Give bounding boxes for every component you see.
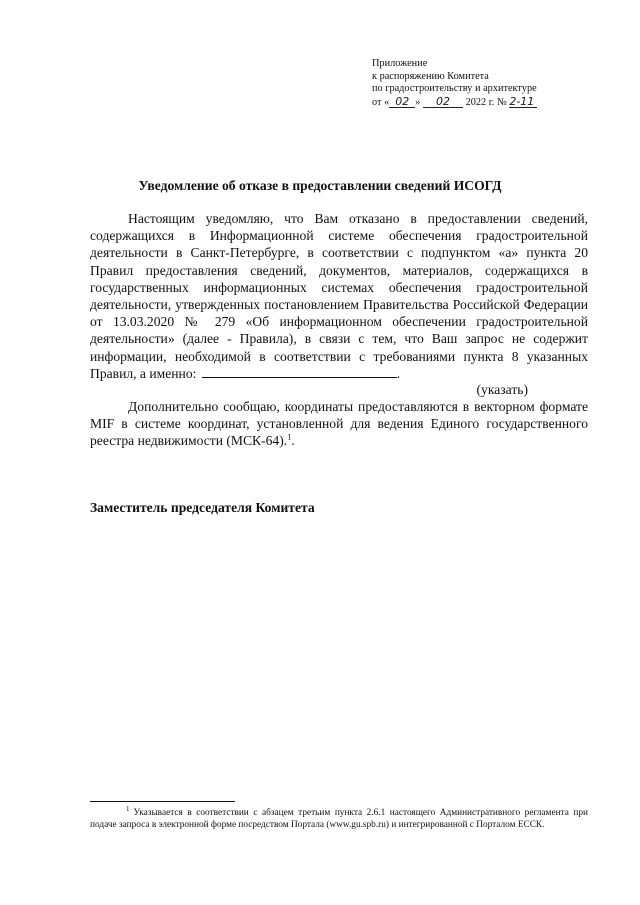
footnote-mark: 1 (126, 804, 130, 813)
fill-in-line (202, 366, 397, 378)
paragraph-coordinates (90, 398, 588, 450)
date-prefix: от « (372, 96, 390, 108)
document-title: Уведомление об отказе в предоставлении сведений ИСОГД (138, 178, 502, 193)
paragraph-refusal-text: Настоящим уведомляю, что Вам отказано в предоставлении сведений, содержащихся в Информационной системе обеспечения градостроительной деятельности в Санкт-Петербурге, в соответствии с подпунктом «а» пункта 20 Правил предоставления сведений, документов, материалов, содержащихся в государственных информационных системах обеспечения градостроительной деятельности, утвержденных постановлением Правительства Российской Федерации от 13.03.2020 № 279 «Об информационном обеспечении градостроительной деятельности» (далее - Правила), в связи с тем, что Ваш запрос не содержит информации, необходимой в соответствии с требованиями пункта 8 указанных Правил, а именно: (90, 211, 588, 381)
footnote-paragraph (90, 804, 588, 832)
date-mid: » (415, 96, 421, 108)
appendix-header (372, 58, 607, 109)
date-year: 2022 г. № (465, 96, 507, 108)
paragraph-refusal (90, 210, 588, 382)
signer-title: Заместитель председателя Комитета (90, 500, 315, 515)
appendix-order-ref: к распоряжению Комитета (372, 70, 489, 82)
paragraph-coordinates-text: Дополнительно сообщаю, координаты предоставляются в векторном формате MIF в системе координат, установленной для ведения Единого государственного реестра недвижимости (МСК-64). (90, 399, 588, 449)
appendix-date-line (372, 96, 607, 110)
handwritten-day: 02 (389, 96, 415, 108)
paragraph-refusal-end: . (396, 365, 401, 381)
document-body (90, 210, 588, 450)
footnote (90, 804, 588, 832)
footnote-ref[interactable]: 1 (287, 431, 292, 442)
paragraph-coordinates-end: . (291, 433, 295, 449)
handwritten-number: 2-11 (509, 96, 537, 108)
handwritten-month: 02 (423, 96, 463, 108)
footnote-divider (90, 801, 235, 802)
fill-hint: (указать) (476, 382, 528, 398)
appendix-committee: по градостроительству и архитектуре (372, 83, 537, 95)
appendix-label: Приложение (372, 58, 428, 69)
footnote-text: Указывается в соответствии с абзацем третьим пункта 2.6.1 настоящего Административного регламента при подаче запроса в электронной форме посредством Портала (www.gu.spb.ru) и интегрированной с Порталом ЕССК. (90, 808, 588, 830)
